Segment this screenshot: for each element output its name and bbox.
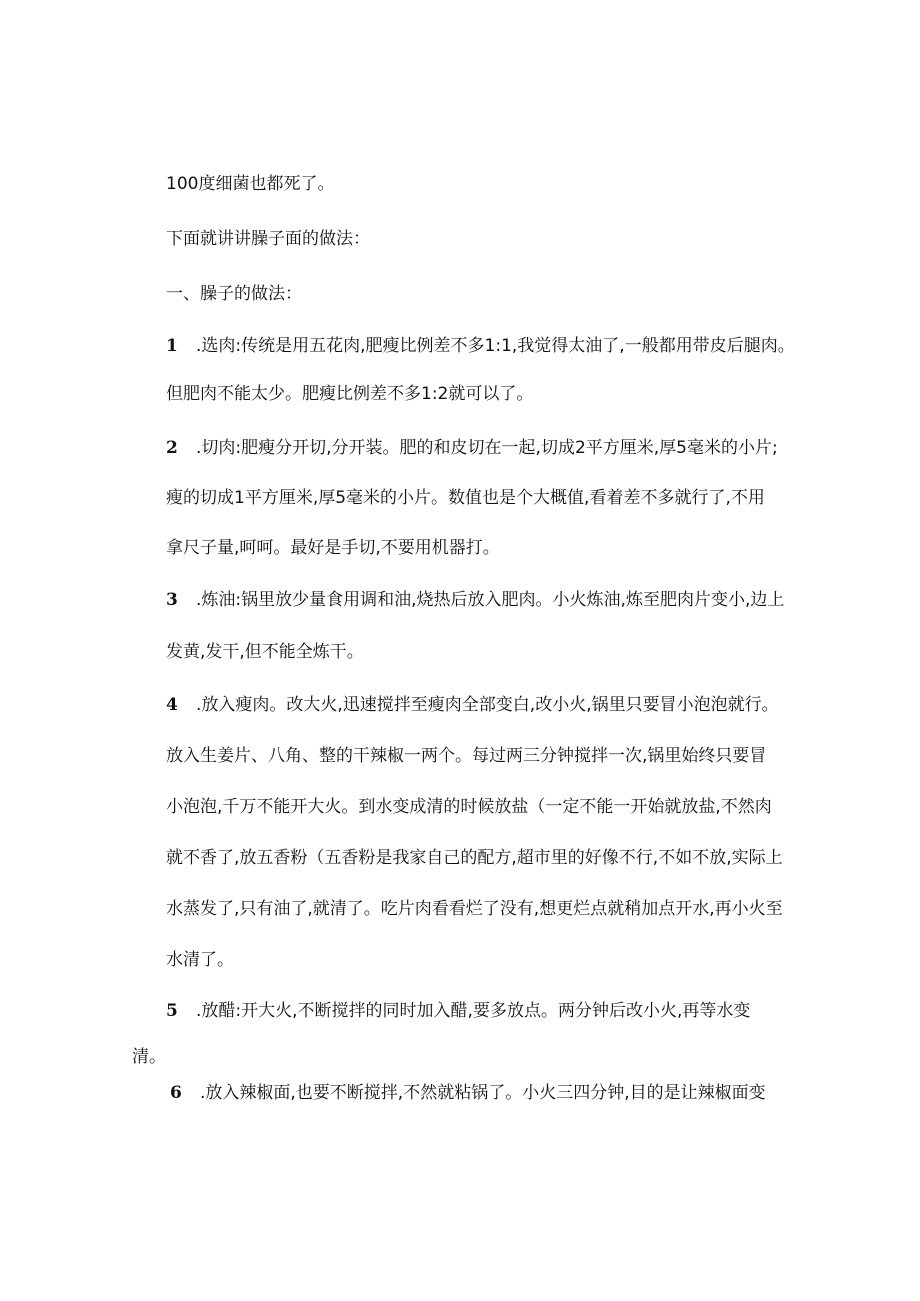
line-text: 小泡泡,千万不能开大火。到水变成清的时候放盐（一定不能一开始就放盐,不然肉 xyxy=(166,797,772,817)
section-heading xyxy=(166,282,302,306)
paragraph-line xyxy=(166,227,370,251)
line-text: .切肉:肥瘦分开切,分开装。肥的和皮切在一起,切成2平方厘米,厚5毫米的小片; xyxy=(196,438,778,458)
step-line xyxy=(166,436,778,460)
paragraph-line xyxy=(166,640,364,664)
line-text: .选肉:传统是用五花肉,肥瘦比例差不多1:1,我觉得太油了,一般都用带皮后腿肉。 xyxy=(196,336,795,356)
paragraph-line xyxy=(166,536,500,560)
step-number: 4 xyxy=(166,695,178,715)
paragraph-line xyxy=(166,486,765,510)
line-text: 就不香了,放五香粉（五香粉是我家自己的配方,超市里的好像不行,不如不放,实际上 xyxy=(166,848,783,868)
line-text: .放醋:开大火,不断搅拌的同时加入醋,要多放点。两分钟后改小火,再等水变 xyxy=(196,1001,751,1021)
paragraph-line xyxy=(166,382,533,406)
line-text: .放入瘦肉。改大火,迅速搅拌至瘦肉全部变白,改小火,锅里只要冒小泡泡就行。 xyxy=(196,695,779,715)
line-text: .放入辣椒面,也要不断搅拌,不然就粘锅了。小火三四分钟,目的是让辣椒面变 xyxy=(200,1083,766,1103)
step-number: 3 xyxy=(166,590,178,610)
step-number: 6 xyxy=(170,1083,182,1103)
paragraph-line xyxy=(166,897,783,921)
line-text: 下面就讲讲臊子面的做法： xyxy=(166,229,370,249)
step-number: 1 xyxy=(166,336,178,356)
line-text: 100度细菌也都死了。 xyxy=(166,174,335,194)
step-line xyxy=(166,334,795,358)
line-text: 一、臊子的做法： xyxy=(166,284,302,304)
paragraph-line xyxy=(166,744,766,768)
line-text: 放入生姜片、八角、整的干辣椒一两个。每过两三分钟搅拌一次,锅里始终只要冒 xyxy=(166,746,767,766)
line-text: 水清了。 xyxy=(166,950,234,970)
line-text: 但肥肉不能太少。肥瘦比例差不多1:2就可以了。 xyxy=(166,384,534,404)
step-number: 2 xyxy=(166,438,178,458)
paragraph-line xyxy=(166,172,334,196)
paragraph-line xyxy=(166,846,783,870)
line-text: 清。 xyxy=(132,1047,166,1067)
line-text: .炼油:锅里放少量食用调和油,烧热后放入肥肉。小火炼油,炼至肥肉片变小,边上 xyxy=(196,590,785,610)
paragraph-line xyxy=(132,1045,166,1069)
step-line xyxy=(166,999,750,1023)
line-text: 发黄,发干,但不能全炼干。 xyxy=(166,642,364,662)
paragraph-line xyxy=(166,795,772,819)
step-line xyxy=(166,693,779,717)
line-text: 瘦的切成1平方厘米,厚5毫米的小片。数值也是个大概值,看着差不多就行了,不用 xyxy=(166,488,765,508)
step-line xyxy=(166,588,784,612)
step-line xyxy=(170,1081,766,1105)
step-number: 5 xyxy=(166,1001,178,1021)
line-text: 水蒸发了,只有油了,就清了。吃片肉看看烂了没有,想更烂点就稍加点开水,再小火至 xyxy=(166,899,783,919)
line-text: 拿尺子量,呵呵。最好是手切,不要用机器打。 xyxy=(166,538,500,558)
paragraph-line xyxy=(166,948,234,972)
